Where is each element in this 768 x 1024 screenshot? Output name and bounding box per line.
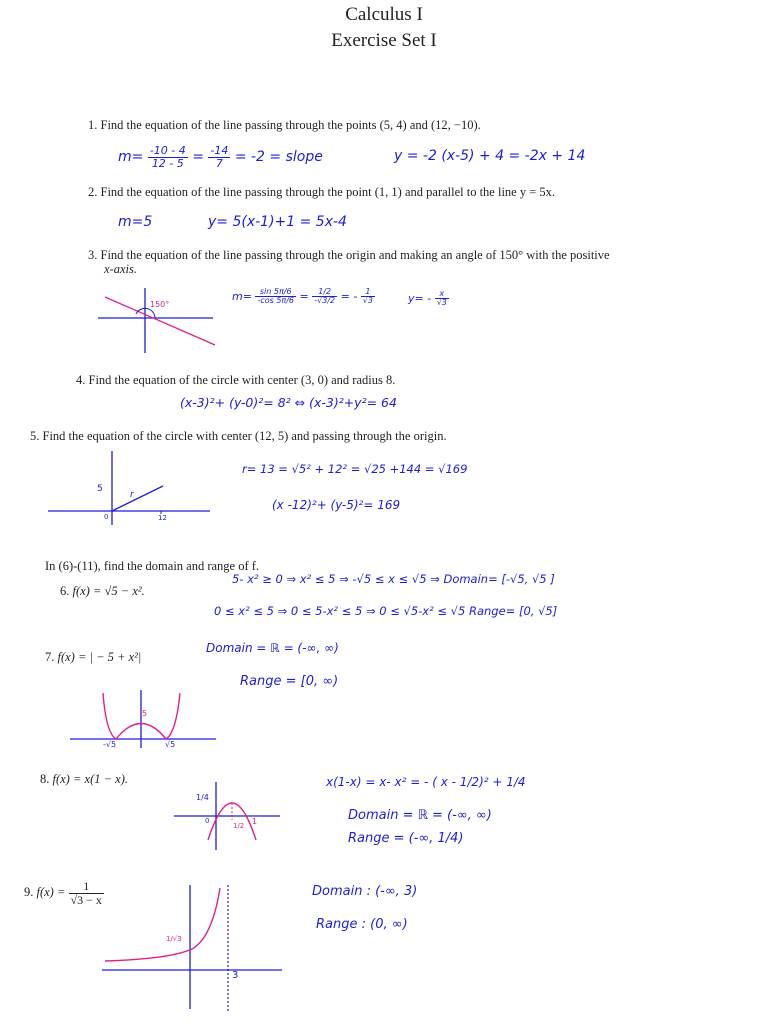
problem-text: Find the equation of the circle with center (12, 5) and passing through the origin. <box>42 429 447 443</box>
problem-text: Find the equation of the line passing through the origin and making an angle of 150° with the positive <box>100 248 610 262</box>
answer-7-range: Range = [0, ∞) <box>240 674 339 689</box>
hw-den: -cos 5π/6 <box>257 296 295 306</box>
label-0: 0 <box>205 817 210 825</box>
problem-text: Find the equation of the line passing through the point (1, 1) and parallel to the line y = 5x. <box>100 185 556 199</box>
hw-den: 7 <box>215 156 223 170</box>
problem-9 <box>24 880 104 906</box>
problem-7 <box>45 650 141 665</box>
problem-text: f(x) = <box>36 884 66 899</box>
problem-2 <box>88 185 555 200</box>
answer-6-range: 0 ≤ x² ≤ 5 ⇒ 0 ≤ 5-x² ≤ 5 ⇒ 0 ≤ √5-x² ≤ √5 Range= [0, √5] <box>214 604 558 618</box>
label-5: 5 <box>97 484 103 494</box>
graph-3 <box>95 285 220 355</box>
problem-number: 2. <box>88 185 98 199</box>
radius-line <box>112 486 163 511</box>
label-half: 1/2 <box>233 822 245 830</box>
problem-number: 3. <box>88 248 98 262</box>
label-1: 1 <box>252 817 258 826</box>
label-5: 5 <box>142 709 148 718</box>
problem-3 <box>88 248 610 263</box>
hw-fraction <box>361 288 375 306</box>
problem-text: Find the equation of the line passing through the points (5, 4) and (12, −10). <box>100 118 481 132</box>
answer-3-line <box>408 290 449 308</box>
hw-text: = -2 = slope <box>234 149 323 166</box>
hw-num: -14 <box>210 144 229 157</box>
label-pos-root5: √5 <box>165 740 176 749</box>
hw-fraction <box>208 145 230 169</box>
problem-number: 5. <box>30 429 40 443</box>
answer-9-range: Range : (0, ∞) <box>316 917 408 932</box>
problem-text: f(x) = √5 − x². <box>72 584 145 598</box>
hw-num: x <box>435 290 449 299</box>
hw-fraction <box>435 290 449 308</box>
answer-1-slope <box>118 145 323 169</box>
hw-text: = <box>299 289 309 303</box>
problem-3-line2: x-axis. <box>104 262 137 276</box>
fraction-num: 1 <box>69 880 104 894</box>
answer-7-domain: Domain = ℝ = (-∞, ∞) <box>206 641 339 655</box>
answer-3-slope <box>232 288 375 306</box>
graph-5 <box>45 448 215 528</box>
graph-8 <box>172 780 284 852</box>
problem-text: f(x) = | − 5 + x²| <box>57 650 142 664</box>
label-3: 3 <box>232 970 239 981</box>
problem-fraction <box>69 880 104 906</box>
problem-number: 8. <box>40 772 50 786</box>
label-r: r <box>130 490 134 500</box>
graph-9 <box>100 883 285 1013</box>
hw-den: √3 <box>436 298 447 308</box>
section-intro: In (6)-(11), find the domain and range of f. <box>45 559 260 573</box>
curve-reciprocal-sqrt <box>105 888 220 961</box>
hw-fraction <box>148 145 188 169</box>
hw-num: -10 - 4 <box>149 144 186 157</box>
answer-8-range: Range = (-∞, 1/4) <box>348 831 464 846</box>
answer-2-line: y= 5(x-1)+1 = 5x-4 <box>208 214 347 230</box>
label-neg-root5: -√5 <box>103 740 117 749</box>
problem-number: 6. <box>60 584 70 598</box>
label-12: 12 <box>158 514 167 522</box>
problem-6 <box>60 584 145 599</box>
hw-text: m= <box>118 149 144 166</box>
angle-label: 150° <box>150 300 170 309</box>
hw-den: -√3/2 <box>314 296 336 306</box>
answer-2-slope: m=5 <box>118 214 153 230</box>
label-inv-root3: 1/√3 <box>166 935 182 943</box>
problem-4 <box>76 373 395 388</box>
problem-5 <box>30 429 447 444</box>
problem-number: 9. <box>24 884 34 899</box>
hw-text: m= <box>232 289 252 303</box>
hw-text: y= - <box>408 291 432 305</box>
hw-text: = <box>192 149 204 166</box>
hw-num: 1 <box>361 288 375 297</box>
hw-fraction <box>312 288 337 306</box>
answer-5-radius: r= 13 = √5² + 12² = √25 +144 = √169 <box>242 462 468 476</box>
answer-8-domain: Domain = ℝ = (-∞, ∞) <box>348 808 492 823</box>
problem-1 <box>88 118 481 133</box>
answer-8-expansion: x(1-x) = x- x² = - ( x - 1/2)² + 1/4 <box>326 775 526 789</box>
problem-text: f(x) = x(1 − x). <box>52 772 129 786</box>
answer-5-equation: (x -12)²+ (y-5)²= 169 <box>272 498 401 512</box>
graph-7 <box>68 688 218 750</box>
problem-text: Find the equation of the circle with center (3, 0) and radius 8. <box>88 373 396 387</box>
problem-number: 1. <box>88 118 98 132</box>
answer-9-domain: Domain : (-∞, 3) <box>312 884 418 899</box>
answer-6-domain: 5- x² ≥ 0 ⇒ x² ≤ 5 ⇒ -√5 ≤ x ≤ √5 ⇒ Domain= [-√5, √5 ] <box>232 572 555 586</box>
answer-4: (x-3)²+ (y-0)²= 8² ⇔ (x-3)²+y²= 64 <box>180 395 397 410</box>
problem-8 <box>40 772 128 787</box>
problem-number: 4. <box>76 373 86 387</box>
hw-num: 1/2 <box>312 288 337 297</box>
label-quarter: 1/4 <box>196 793 209 802</box>
page-title: Calculus I <box>345 4 423 25</box>
hw-den: 12 - 5 <box>151 156 184 170</box>
answer-1-line: y = -2 (x-5) + 4 = -2x + 14 <box>394 148 586 164</box>
page-subtitle: Exercise Set I <box>331 30 437 51</box>
hw-num: sin 5π/6 <box>255 288 296 297</box>
hw-fraction <box>255 288 296 306</box>
label-0: 0 <box>104 513 109 521</box>
hw-den: √3 <box>362 296 373 306</box>
fraction-den: √3 − x <box>70 892 102 907</box>
problem-number: 7. <box>45 650 55 664</box>
hw-text: = - <box>340 289 358 303</box>
